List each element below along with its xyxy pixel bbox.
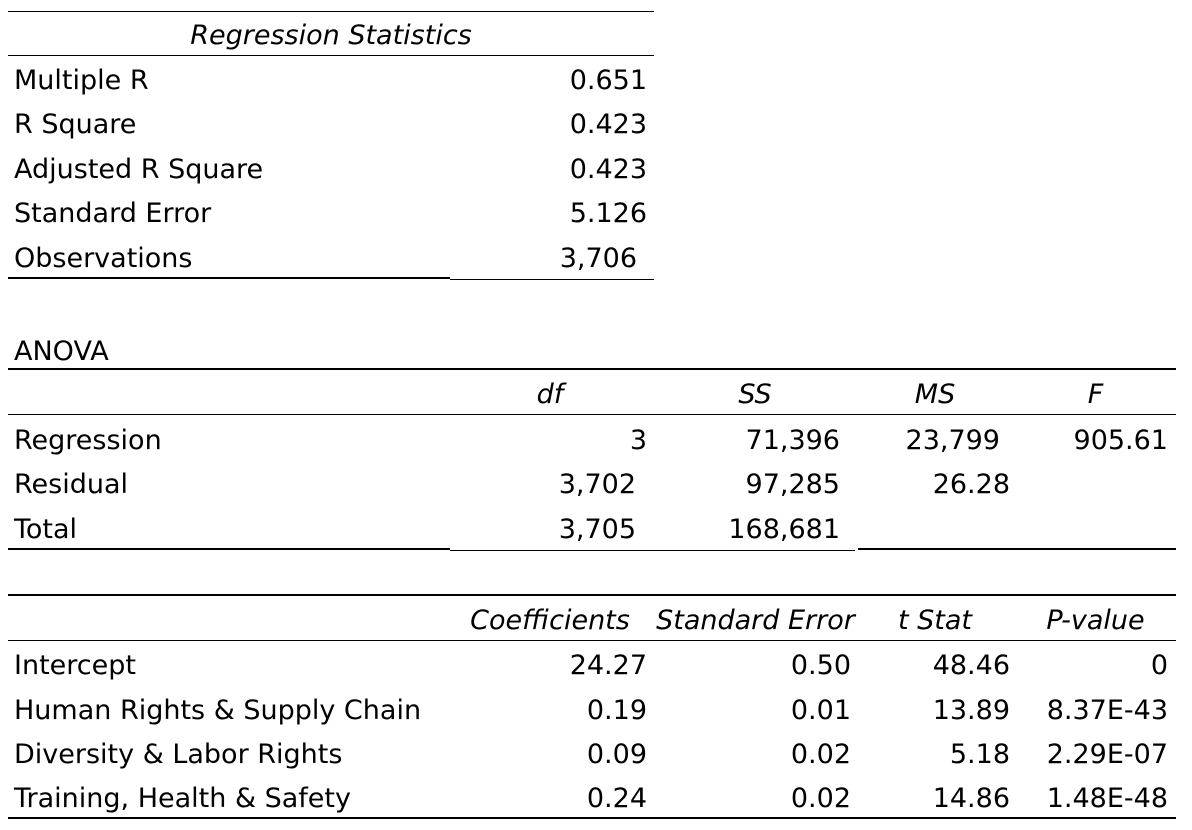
regstats-value: 3,706 — [559, 243, 637, 274]
anova-cell-ss: 71,396 — [745, 425, 840, 456]
anova-row-label: Regression — [14, 425, 162, 456]
coef-cell-standard-error: 0.02 — [790, 739, 851, 770]
coef-cell-t-stat: 5.18 — [949, 739, 1010, 770]
regstats-bottom-border — [8, 277, 450, 279]
anova-header-df: df — [536, 379, 564, 410]
coef-cell-standard-error: 0.01 — [790, 695, 851, 726]
regstats-value: 0.423 — [569, 154, 647, 185]
regstats-label: R Square — [14, 109, 137, 140]
coef-cell-coefficient: 24.27 — [569, 650, 647, 681]
anova-header-ms: MS — [914, 379, 956, 410]
coef-cell-t-stat: 14.86 — [932, 783, 1010, 814]
regstats-top-border — [8, 11, 654, 12]
anova-bottom-border-middle — [450, 550, 855, 551]
coef-cell-p-value: 8.37E-43 — [1046, 695, 1168, 726]
regstats-title: Regression Statistics — [190, 20, 472, 51]
coef-cell-p-value: 1.48E-48 — [1046, 783, 1168, 814]
anova-cell-ss: 97,285 — [745, 469, 840, 500]
coef-row-label: Intercept — [14, 650, 136, 681]
anova-title: ANOVA — [14, 336, 109, 367]
regstats-label: Standard Error — [14, 198, 212, 229]
anova-header-f: F — [1087, 379, 1104, 410]
coef-cell-coefficient: 0.09 — [586, 739, 647, 770]
coef-row-label: Training, Health & Safety — [14, 783, 351, 814]
coef-header-p-value: P-value — [1046, 605, 1145, 636]
coef-cell-standard-error: 0.50 — [790, 650, 851, 681]
regstats-value: 5.126 — [569, 198, 647, 229]
coef-row-label: Human Rights & Supply Chain — [14, 695, 422, 726]
coef-bottom-border — [8, 817, 1176, 819]
anova-cell-ms: 23,799 — [905, 425, 1000, 456]
anova-cell-df: 3,705 — [558, 514, 636, 545]
anova-header-ss: SS — [738, 379, 772, 410]
regstats-value: 0.651 — [569, 65, 647, 96]
coef-header-border — [8, 640, 1176, 641]
coef-cell-coefficient: 0.19 — [586, 695, 647, 726]
coef-cell-p-value: 0 — [1150, 650, 1168, 681]
coef-row-label: Diversity & Labor Rights — [14, 739, 343, 770]
regstats-value: 0.423 — [569, 109, 647, 140]
anova-cell-f: 905.61 — [1073, 425, 1168, 456]
coef-cell-standard-error: 0.02 — [790, 783, 851, 814]
regstats-bottom-border-value — [450, 279, 654, 280]
coef-cell-t-stat: 13.89 — [932, 695, 1010, 726]
anova-row-label: Residual — [14, 469, 129, 500]
coef-top-border — [8, 594, 1176, 596]
coef-header-standard-error: Standard Error — [656, 605, 855, 636]
regstats-label: Multiple R — [14, 65, 149, 96]
coef-cell-coefficient: 0.24 — [586, 783, 647, 814]
anova-cell-ss: 168,681 — [728, 514, 840, 545]
regstats-header-border — [8, 55, 654, 56]
coef-header-coefficients: Coefficients — [470, 605, 630, 636]
coef-header-t-stat: t Stat — [897, 605, 973, 636]
regstats-label: Observations — [14, 243, 193, 274]
coef-cell-p-value: 2.29E-07 — [1046, 739, 1168, 770]
anova-cell-df: 3,702 — [558, 469, 636, 500]
coef-cell-t-stat: 48.46 — [932, 650, 1010, 681]
anova-row-label: Total — [14, 514, 78, 545]
anova-top-border — [8, 368, 1176, 370]
anova-cell-df: 3 — [629, 425, 647, 456]
regstats-label: Adjusted R Square — [14, 154, 264, 185]
anova-bottom-border — [8, 548, 450, 550]
anova-bottom-border-right — [858, 548, 1176, 550]
anova-cell-ms: 26.28 — [932, 469, 1010, 500]
anova-header-border — [8, 414, 1176, 415]
